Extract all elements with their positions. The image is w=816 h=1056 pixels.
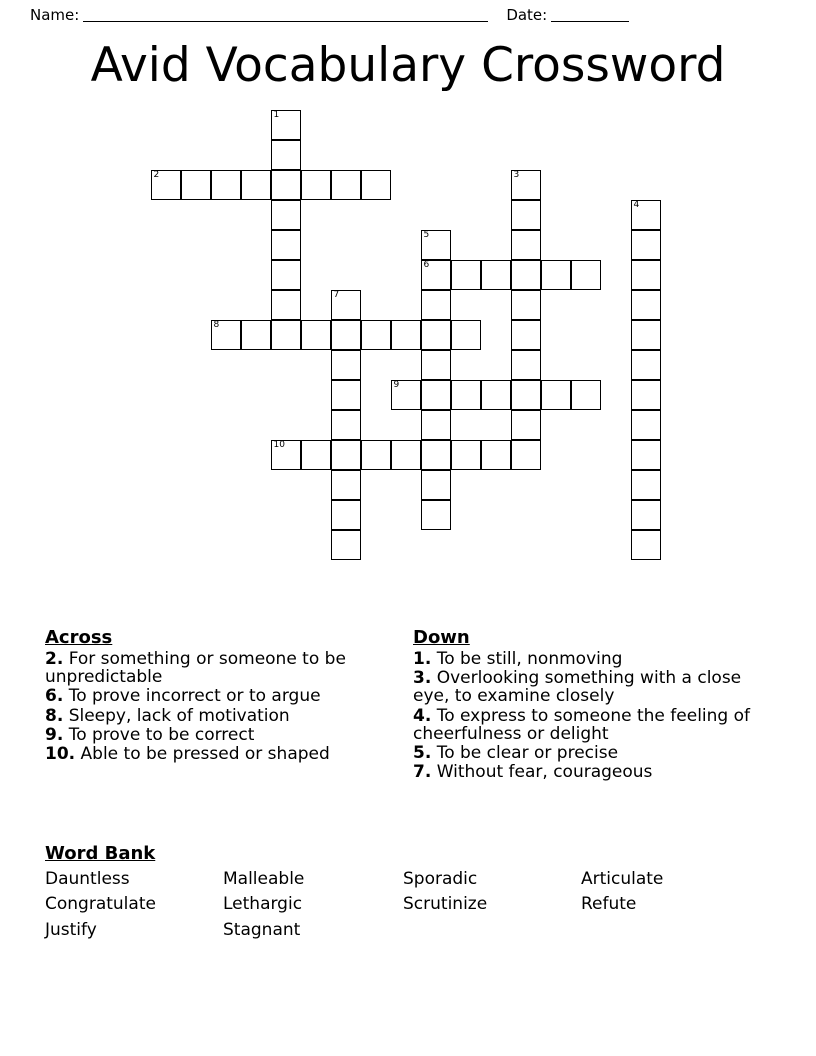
clue-text: To be clear or precise (431, 743, 619, 764)
crossword-cell[interactable] (331, 170, 361, 200)
crossword-cell[interactable] (331, 440, 361, 470)
clue-number: 2. (45, 649, 64, 670)
word-bank-word: Refute (581, 894, 637, 915)
crossword-cell[interactable] (631, 500, 661, 530)
clue-text: Without fear, courageous (431, 762, 653, 783)
crossword-cell[interactable] (271, 140, 301, 170)
crossword-cell[interactable] (301, 440, 331, 470)
word-bank-empty (403, 920, 581, 940)
clue-number: 5. (413, 743, 432, 764)
crossword-cell[interactable] (421, 380, 451, 410)
crossword-cell[interactable] (511, 170, 541, 200)
crossword-cell[interactable] (271, 440, 301, 470)
crossword-cell[interactable] (391, 380, 421, 410)
crossword-cell[interactable] (631, 380, 661, 410)
cell-number: 9 (393, 380, 400, 390)
crossword-cell[interactable] (331, 350, 361, 380)
word-bank-section (45, 843, 775, 940)
word-bank-word: Sporadic (403, 869, 478, 889)
crossword-cell[interactable] (421, 500, 451, 530)
clue-text: Overlooking something with a close eye, to examine closely (413, 668, 742, 707)
crossword-cell[interactable] (331, 410, 361, 440)
cell-number: 8 (213, 320, 220, 330)
crossword-cell[interactable] (511, 260, 541, 290)
crossword-cell[interactable] (631, 200, 661, 230)
name-input-line[interactable] (83, 8, 488, 22)
crossword-cell[interactable] (451, 260, 481, 290)
down-clues-column (413, 628, 773, 782)
crossword-cell[interactable] (481, 380, 511, 410)
date-label: Date: (506, 6, 548, 24)
word-bank-word: Scrutinize (403, 894, 488, 915)
crossword-cell[interactable] (211, 170, 241, 200)
crossword-cell[interactable] (301, 170, 331, 200)
clue-number: 6. (45, 686, 64, 707)
clue-number: 9. (45, 724, 64, 745)
clue-number: 3. (413, 668, 432, 689)
crossword-cell[interactable] (511, 350, 541, 380)
down-heading: Down (413, 627, 470, 648)
crossword-cell[interactable] (541, 380, 571, 410)
crossword-cell[interactable] (481, 440, 511, 470)
clue-text: To be still, nonmoving (431, 649, 623, 670)
crossword-cell[interactable] (421, 320, 451, 350)
cell-number: 5 (423, 230, 430, 240)
crossword-cell[interactable] (571, 380, 601, 410)
word-bank-heading: Word Bank (45, 843, 156, 864)
crossword-cell[interactable] (511, 230, 541, 260)
crossword-grid[interactable] (0, 105, 816, 585)
crossword-cell[interactable] (571, 260, 601, 290)
down-clue-4 (413, 707, 773, 743)
crossword-cell[interactable] (331, 380, 361, 410)
clue-text: To prove incorrect or to argue (63, 686, 321, 707)
clue-number: 7. (413, 762, 432, 783)
word-bank-word: Malleable (223, 869, 305, 889)
word-bank-empty (581, 920, 761, 940)
crossword-cell[interactable] (631, 470, 661, 500)
clue-number: 8. (45, 705, 64, 726)
across-heading: Across (45, 627, 113, 648)
date-input-line[interactable] (551, 8, 629, 22)
cell-number: 1 (273, 110, 280, 120)
crossword-cell[interactable] (391, 440, 421, 470)
crossword-cell[interactable] (421, 230, 451, 260)
crossword-cell[interactable] (451, 320, 481, 350)
word-bank-word: Congratulate (45, 894, 156, 915)
crossword-cell[interactable] (331, 530, 361, 560)
crossword-cell[interactable] (511, 380, 541, 410)
word-bank-word: Lethargic (223, 894, 303, 915)
name-label: Name: (30, 6, 80, 24)
crossword-cell[interactable] (151, 170, 181, 200)
cell-number: 2 (153, 170, 160, 180)
down-clue-1 (413, 650, 773, 668)
crossword-cell[interactable] (451, 380, 481, 410)
word-bank-word: Articulate (581, 869, 664, 889)
clue-text: For something or someone to be unpredictable (45, 649, 346, 688)
word-bank-grid (45, 869, 775, 940)
crossword-cell[interactable] (331, 290, 361, 320)
crossword-cell[interactable] (631, 440, 661, 470)
clues-section (45, 628, 775, 858)
down-clue-5 (413, 744, 773, 762)
crossword-cell[interactable] (271, 290, 301, 320)
across-clue-9 (45, 726, 395, 744)
crossword-cell[interactable] (271, 200, 301, 230)
crossword-cell[interactable] (631, 260, 661, 290)
crossword-cell[interactable] (271, 170, 301, 200)
cell-number: 7 (333, 290, 340, 300)
name-date-header (0, 0, 816, 30)
clue-text: Able to be pressed or shaped (75, 744, 330, 765)
crossword-cell[interactable] (271, 260, 301, 290)
down-clue-7 (413, 763, 773, 781)
crossword-cell[interactable] (421, 260, 451, 290)
across-clue-list (45, 650, 395, 763)
clue-number: 10. (45, 744, 76, 765)
cell-number: 10 (273, 440, 285, 450)
down-clue-list (413, 650, 773, 781)
cell-number: 6 (423, 260, 430, 270)
clue-text: Sleepy, lack of motivation (63, 705, 290, 726)
word-bank-word: Stagnant (223, 919, 301, 940)
across-clue-10 (45, 745, 395, 763)
page-title: Avid Vocabulary Crossword (90, 38, 726, 93)
crossword-cell[interactable] (241, 320, 271, 350)
across-clues-column (45, 628, 395, 764)
crossword-cell[interactable] (211, 320, 241, 350)
clue-number: 4. (413, 705, 432, 726)
crossword-cell[interactable] (421, 440, 451, 470)
crossword-cell[interactable] (331, 500, 361, 530)
crossword-cell[interactable] (361, 440, 391, 470)
word-bank-word: Justify (45, 919, 97, 940)
crossword-cell[interactable] (511, 410, 541, 440)
cell-number: 3 (513, 170, 520, 180)
crossword-cell[interactable] (631, 410, 661, 440)
crossword-cell[interactable] (631, 290, 661, 320)
crossword-cell[interactable] (631, 530, 661, 560)
crossword-cell[interactable] (631, 230, 661, 260)
crossword-cell[interactable] (331, 470, 361, 500)
crossword-cell[interactable] (511, 320, 541, 350)
crossword-cell[interactable] (271, 320, 301, 350)
crossword-cell[interactable] (631, 320, 661, 350)
crossword-cell[interactable] (451, 440, 481, 470)
crossword-cell[interactable] (631, 350, 661, 380)
clue-text: To express to someone the feeling of cheerfulness or delight (413, 705, 750, 744)
clue-text: To prove to be correct (63, 724, 255, 745)
crossword-cell[interactable] (541, 260, 571, 290)
clue-number: 1. (413, 649, 432, 670)
cell-number: 4 (633, 200, 640, 210)
crossword-cell[interactable] (391, 320, 421, 350)
crossword-cell[interactable] (421, 350, 451, 380)
crossword-cell[interactable] (421, 470, 451, 500)
crossword-cell[interactable] (331, 320, 361, 350)
crossword-cell[interactable] (301, 320, 331, 350)
crossword-cell[interactable] (421, 290, 451, 320)
crossword-cell[interactable] (481, 260, 511, 290)
crossword-cell[interactable] (271, 230, 301, 260)
crossword-cell[interactable] (511, 290, 541, 320)
crossword-cell[interactable] (361, 320, 391, 350)
crossword-cell[interactable] (511, 440, 541, 470)
crossword-cell[interactable] (181, 170, 211, 200)
crossword-cell[interactable] (271, 110, 301, 140)
crossword-cell[interactable] (361, 170, 391, 200)
down-clue-3 (413, 669, 773, 705)
crossword-cell[interactable] (241, 170, 271, 200)
across-clue-2 (45, 650, 395, 686)
crossword-cell[interactable] (511, 200, 541, 230)
across-clue-6 (45, 687, 395, 705)
word-bank-word: Dauntless (45, 869, 130, 889)
crossword-cell[interactable] (421, 410, 451, 440)
across-clue-8 (45, 707, 395, 725)
